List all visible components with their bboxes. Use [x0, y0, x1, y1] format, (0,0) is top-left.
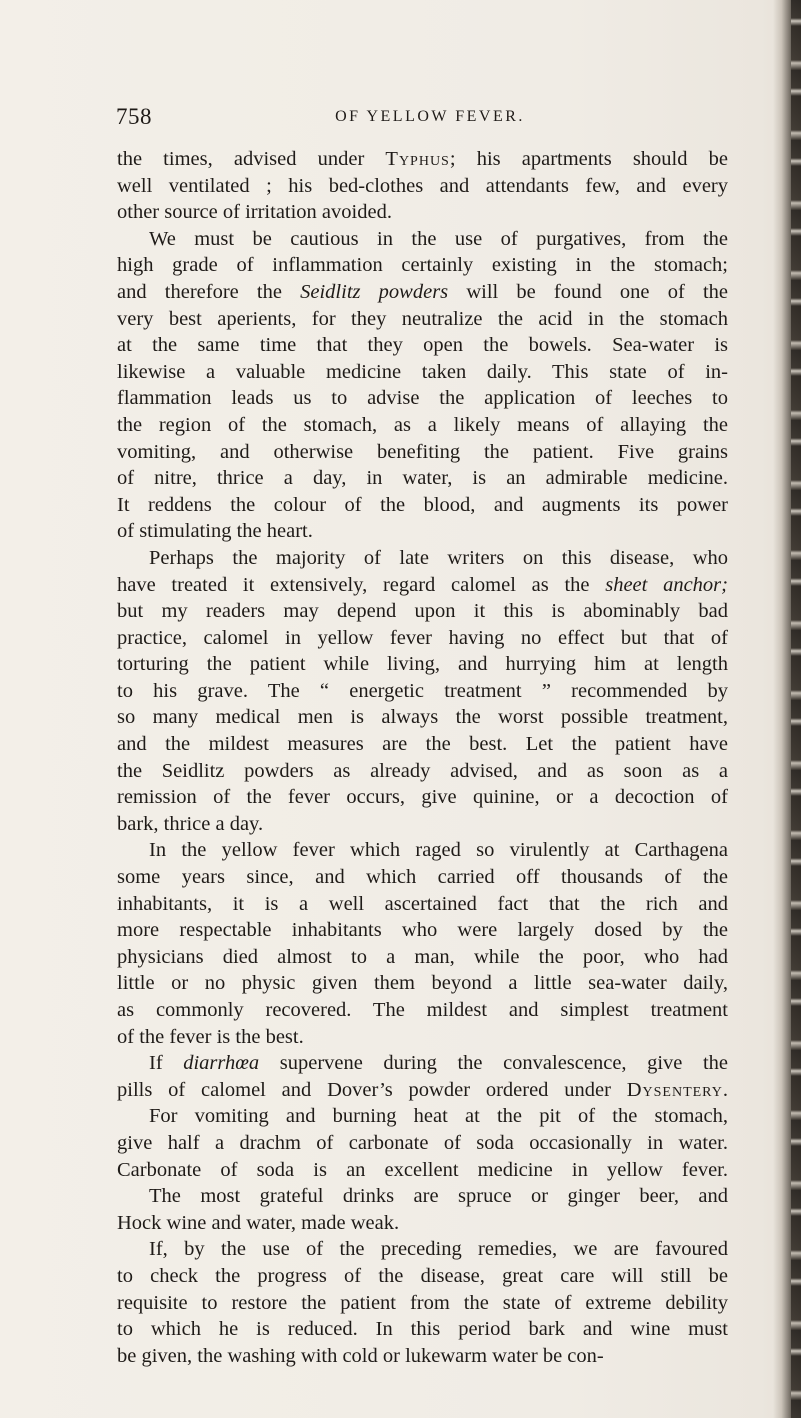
text-span: of the fever is the best.: [117, 1025, 304, 1048]
text-span: the region of the stomach, as a likely means of allaying the: [117, 413, 728, 436]
text-span: some years since, and which carried off thousands of the: [117, 866, 728, 889]
text-span: of nitre, thrice a day, in water, is an admirable medicine.: [117, 467, 728, 490]
text-span: The most grateful drinks are spruce or ginger beer, and: [149, 1185, 728, 1208]
text-span: We must be cautious in the use of purgatives, from the: [149, 227, 728, 250]
text-span: but my readers may depend upon it this is abominably bad: [117, 600, 728, 623]
text-span: well ventilated ; his bed-clothes and attendants few, and every: [117, 174, 728, 197]
text-span: the Seidlitz powders as already advised, and as soon as a: [117, 759, 728, 782]
text-span: If, by the use of the preceding remedies, we are favoured: [149, 1238, 728, 1261]
text-span: give half a drachm of carbonate of soda occasionally in water.: [117, 1131, 728, 1154]
text-span: and the mildest measures are the best. Let the patient have: [117, 733, 728, 756]
text-span: bark, thrice a day.: [117, 812, 264, 835]
text-line: [117, 359, 728, 386]
text-line: [117, 1316, 728, 1343]
text-span: It reddens the colour of the blood, and augments its power: [117, 493, 728, 516]
text-span: inhabitants, it is a well ascertained fact that the rich and: [117, 892, 728, 915]
text-line: [117, 1077, 728, 1104]
text-line: [117, 306, 728, 333]
text-line: [117, 891, 728, 918]
text-span: supervene during the convalescence, give the: [259, 1052, 729, 1075]
text-line: [117, 199, 728, 226]
text-span: as commonly recovered. The mildest and simplest treatment: [117, 999, 728, 1021]
text-span: of stimulating the heart.: [117, 520, 313, 543]
text-line: [117, 332, 728, 359]
text-span: have treated it extensively, regard calomel as the: [117, 573, 606, 596]
text-span: Hock wine and water, made weak.: [117, 1211, 400, 1234]
text-line: [117, 1236, 728, 1263]
text-line: [117, 412, 728, 439]
text-span: .: [722, 1078, 728, 1101]
text-span: physicians died almost to a man, while the poor, who had: [117, 945, 728, 968]
text-span: vomiting, and otherwise benefiting the patient. Five grains: [117, 440, 728, 463]
text-span: torturing the patient while living, and hurrying him at length: [117, 653, 728, 676]
body-text: [117, 146, 728, 1369]
italic-text: Seidlitz powders: [300, 280, 449, 303]
text-line: [117, 1290, 728, 1317]
text-line: [117, 545, 728, 572]
text-span: requisite to restore the patient from the state of extreme debility: [117, 1291, 728, 1314]
text-line: [117, 811, 728, 838]
text-line: [117, 704, 728, 731]
text-line: [117, 625, 728, 652]
page-binding-edge: [773, 0, 801, 1418]
text-span: so many medical men is always the worst possible treatment,: [117, 706, 728, 729]
text-line: [117, 1024, 728, 1051]
text-line: [117, 252, 728, 279]
text-span: practice, calomel in yellow fever having no effect but that of: [117, 626, 728, 649]
text-line: [117, 678, 728, 705]
page-header: [116, 104, 726, 132]
text-span: In the yellow fever which raged so virulently at Carthagena: [149, 839, 728, 862]
text-span: likewise a valuable medicine taken daily. This state of in-: [117, 360, 728, 383]
text-line: [117, 997, 728, 1024]
italic-text: sheet anchor;: [605, 573, 728, 596]
text-span: will be found one of the: [448, 280, 728, 303]
text-span: to which he is reduced. In this period bark and wine must: [117, 1318, 728, 1341]
text-line: [117, 1130, 728, 1157]
text-span: and therefore the: [117, 280, 301, 303]
text-span: very best aperients, for they neutralize the acid in the stomach: [117, 307, 728, 330]
text-line: [117, 970, 728, 997]
text-span: the times, advised under: [117, 148, 386, 170]
text-span: little or no physic given them beyond a little sea-water daily,: [117, 972, 728, 995]
text-line: [117, 492, 728, 519]
text-line: [117, 1263, 728, 1290]
text-span: more respectable inhabitants who were largely dosed by the: [117, 919, 728, 942]
text-span: Carbonate of soda is an excellent medicine in yellow fever.: [117, 1158, 728, 1181]
text-span: remission of the fever occurs, give quinine, or a decoction of: [117, 786, 728, 809]
text-span: flammation leads us to advise the application of leeches to: [117, 387, 728, 410]
text-line: [117, 731, 728, 758]
text-line: [117, 1103, 728, 1130]
text-line: [117, 1157, 728, 1184]
text-line: [117, 226, 728, 253]
text-line: [117, 518, 728, 545]
text-span: other source of irritation avoided.: [117, 201, 392, 224]
small-caps-text: Typhus: [385, 148, 450, 170]
text-line: [117, 385, 728, 412]
text-line: [117, 1050, 728, 1077]
page-number: 758: [116, 104, 152, 129]
text-line: [117, 651, 728, 678]
text-line: [117, 598, 728, 625]
text-span: If: [149, 1052, 184, 1075]
text-span: be given, the washing with cold or lukewarm water be con-: [117, 1344, 604, 1367]
text-span: pills of calomel and Dover’s powder ordered under: [117, 1078, 627, 1101]
text-span: Perhaps the majority of late writers on this disease, who: [149, 546, 728, 569]
text-line: [117, 837, 728, 864]
text-span: high grade of inflammation certainly existing in the stomach;: [117, 254, 728, 277]
text-span: For vomiting and burning heat at the pit of the stomach,: [149, 1105, 728, 1128]
text-line: [117, 758, 728, 785]
text-span: to check the progress of the disease, great care will still be: [117, 1264, 728, 1287]
text-line: [117, 784, 728, 811]
text-line: [117, 1210, 728, 1237]
text-line: [117, 572, 728, 599]
text-line: [117, 439, 728, 466]
small-caps-text: Dysentery: [626, 1078, 723, 1101]
text-line: [117, 465, 728, 492]
text-line: [117, 1183, 728, 1210]
text-span: at the same time that they open the bowels. Sea-water is: [117, 334, 728, 357]
text-line: [117, 1343, 728, 1370]
text-line: [117, 864, 728, 891]
text-span: to his grave. The “ energetic treatment ” recommended by: [117, 679, 728, 702]
text-line: [117, 173, 728, 200]
text-line: [117, 944, 728, 971]
text-span: ; his apartments should be: [449, 148, 728, 170]
text-line: [117, 146, 728, 173]
text-line: [117, 917, 728, 944]
running-title: OF YELLOW FEVER.: [335, 108, 525, 125]
text-line: [117, 279, 728, 306]
italic-text: diarrhœa: [183, 1052, 260, 1075]
